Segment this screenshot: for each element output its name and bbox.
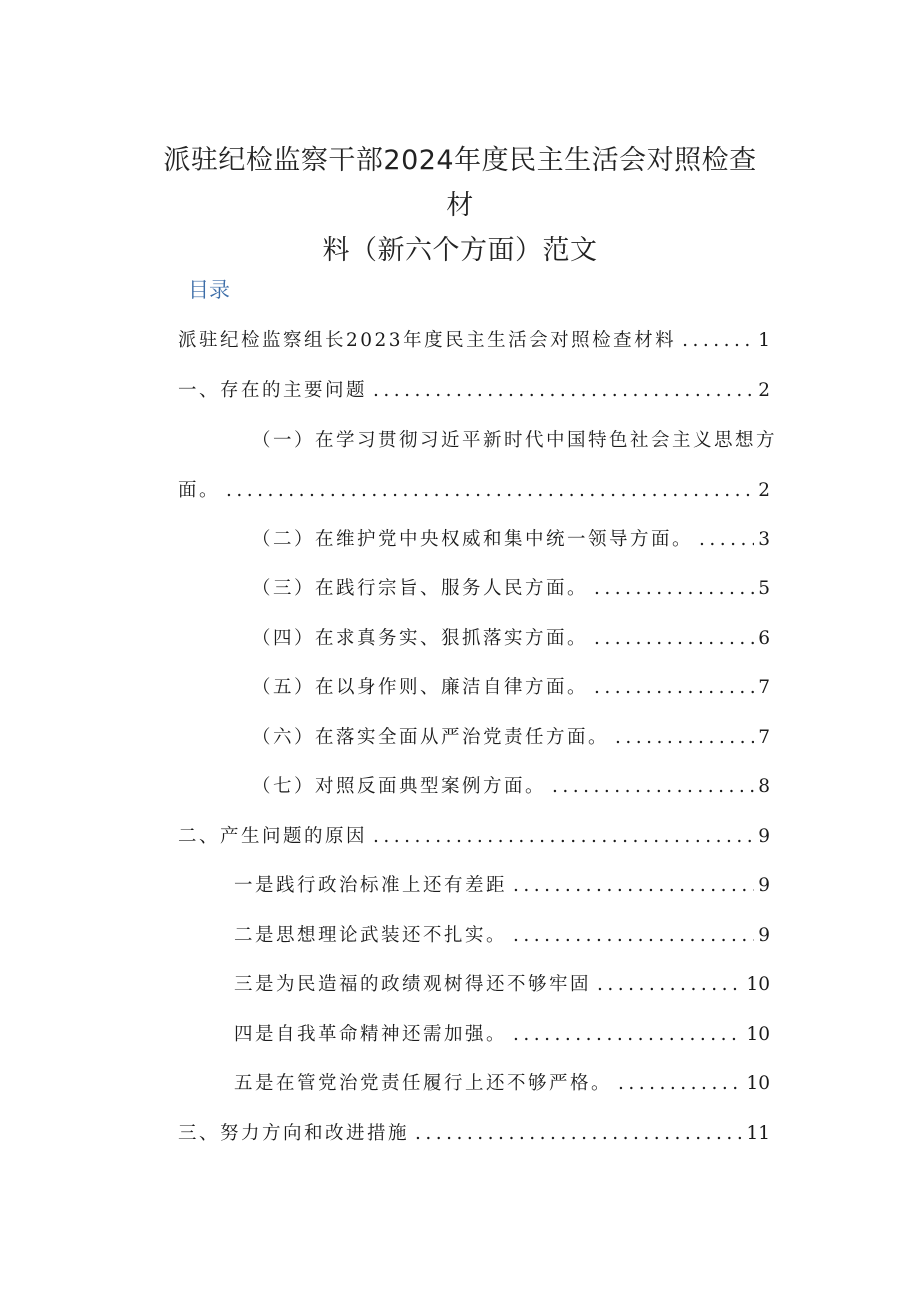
toc-page-number: 7 [758, 727, 770, 748]
toc-page-number: 9 [758, 875, 770, 896]
toc-entry-label: 五是在管党治党责任履行上还不够严格。 [234, 1073, 613, 1094]
toc-entry-label: 二是思想理论武装还不扎实。 [234, 925, 508, 946]
toc-leader-dots [513, 871, 754, 901]
toc-entry-10[interactable] [178, 822, 770, 852]
toc-entry-7[interactable] [252, 673, 770, 703]
toc-page-number: 2 [758, 380, 770, 401]
toc-leader-dots [226, 476, 754, 506]
toc-page-number: 6 [758, 628, 770, 649]
toc-page-number: 1 [758, 330, 770, 351]
toc-leader-dots [618, 1069, 742, 1099]
toc-entry-label: （七）对照反面典型案例方面。 [252, 776, 547, 797]
toc-page-number: 9 [758, 826, 770, 847]
toc-entry-9[interactable] [252, 772, 770, 802]
toc-leader-dots [373, 822, 754, 852]
toc-leader-dots [513, 1020, 742, 1050]
toc-entry-8[interactable] [252, 723, 770, 753]
toc-entry-1[interactable] [178, 326, 770, 356]
toc-leader-dots [415, 1119, 742, 1149]
toc-page-number: 11 [746, 1123, 770, 1144]
toc-entry-label: 二、产生问题的原因 [178, 826, 368, 847]
toc-entry-label: 一、存在的主要问题 [178, 380, 368, 401]
toc-leader-dots [597, 970, 742, 1000]
toc-page-number: 5 [758, 578, 770, 599]
toc-leader-dots [594, 673, 754, 703]
toc-leader-dots [513, 921, 754, 951]
toc-page-number: 10 [746, 1073, 770, 1094]
toc-entry-label: （六）在落实全面从严治党责任方面。 [252, 727, 610, 748]
toc-leader-dots [682, 326, 754, 356]
toc-page-number: 10 [746, 974, 770, 995]
toc-page-number: 9 [758, 925, 770, 946]
toc-heading[interactable]: 目录 [188, 278, 230, 302]
toc-leader-dots [373, 376, 754, 406]
toc-entry-label: 三、努力方向和改进措施 [178, 1123, 410, 1144]
document-title [150, 138, 770, 273]
toc-entry-13[interactable] [234, 970, 770, 1000]
toc-entry-5[interactable] [252, 574, 770, 604]
toc-entry-6[interactable] [252, 624, 770, 654]
toc-entry-label: 面。 [178, 480, 221, 501]
toc-entry-label: 派驻纪检监察组长2023年度民主生活会对照检查材料 [178, 330, 677, 351]
toc-entry-3-line-1[interactable]: （一）在学习贯彻习近平新时代中国特色社会主义思想方 [252, 430, 778, 451]
document-title-line-1: 派驻纪检监察干部2024年度民主生活会对照检查材 [163, 145, 757, 221]
toc-entry-label: （三）在践行宗旨、服务人民方面。 [252, 578, 589, 599]
toc-entry-label: （五）在以身作则、廉洁自律方面。 [252, 677, 589, 698]
toc-leader-dots [615, 723, 754, 753]
toc-entry-label: （二）在维护党中央权威和集中统一领导方面。 [252, 529, 694, 550]
toc-entry-label: （四）在求真务实、狠抓落实方面。 [252, 628, 589, 649]
toc-page-number: 3 [758, 529, 770, 550]
toc-page-number: 2 [758, 480, 770, 501]
toc-entry-15[interactable] [234, 1069, 770, 1099]
toc-page-number: 7 [758, 677, 770, 698]
toc-entry-16[interactable] [178, 1119, 770, 1149]
toc-entry-label: 三是为民造福的政绩观树得还不够牢固 [234, 974, 592, 995]
toc-entry-11[interactable] [234, 871, 770, 901]
toc-entry-label: 一是践行政治标准上还有差距 [234, 875, 508, 896]
toc-leader-dots [699, 525, 754, 555]
toc-page-number: 8 [758, 776, 770, 797]
toc-leader-dots [594, 624, 754, 654]
toc-entry-12[interactable] [234, 921, 770, 951]
toc-entry-3[interactable] [178, 476, 770, 506]
toc-page-number: 10 [746, 1024, 770, 1045]
toc-entry-4[interactable] [252, 525, 770, 555]
toc-leader-dots [552, 772, 754, 802]
document-title-line-2: 料（新六个方面）范文 [322, 235, 598, 266]
toc-entry-label: 四是自我革命精神还需加强。 [234, 1024, 508, 1045]
toc-leader-dots [594, 574, 754, 604]
toc-entry-14[interactable] [234, 1020, 770, 1050]
toc-entry-2[interactable] [178, 376, 770, 406]
